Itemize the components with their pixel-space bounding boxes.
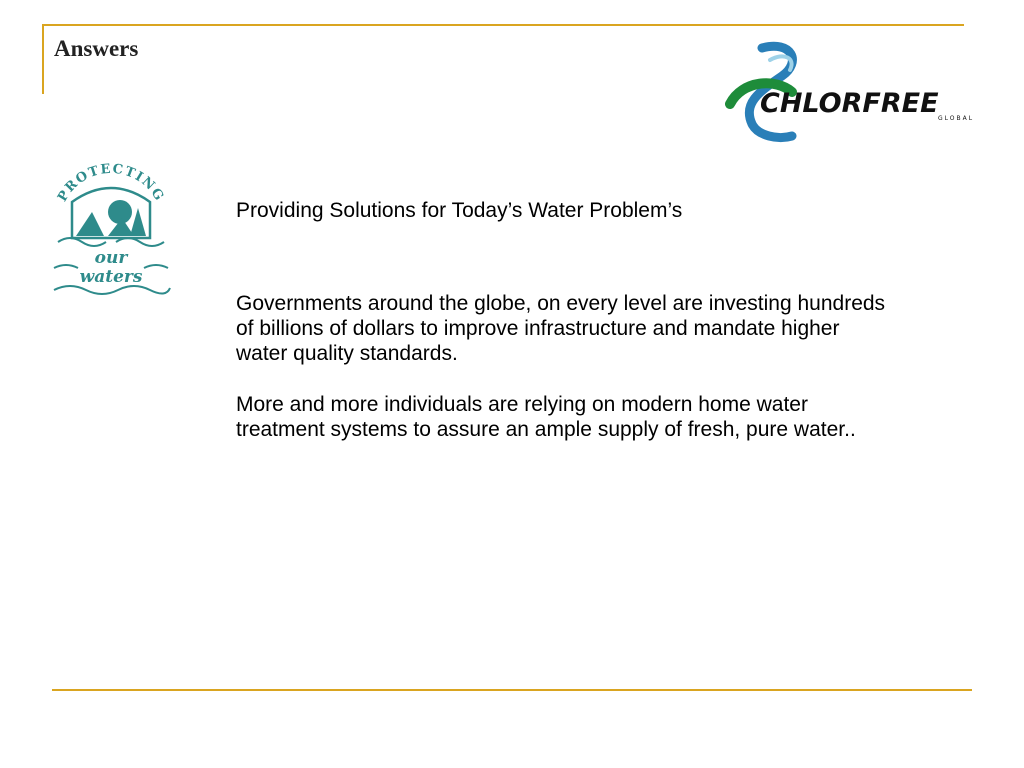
brand-wordmark: CHLORFREE [760, 88, 939, 119]
bottom-rule [52, 689, 972, 691]
paragraph-governments: Governments around the globe, on every level are investing hundreds of billions of dollars to improve infrastructure and mandate higher water quality standards. [236, 292, 886, 365]
badge-line-1: our [94, 248, 128, 268]
svg-text:PROTECTING [55, 162, 167, 204]
slide-body [236, 198, 896, 442]
slide-title: Answers [54, 36, 139, 61]
chlorfree-logo [722, 40, 990, 144]
left-rule [42, 24, 44, 94]
brand-tagline: GLOBAL [938, 115, 975, 122]
top-rule [42, 24, 964, 26]
badge-arc-text: PROTECTING [55, 162, 167, 205]
protecting-our-waters-logo [50, 162, 172, 298]
badge-line-2: waters [79, 267, 143, 287]
subtitle: Providing Solutions for Today’s Water Problem’s [236, 199, 683, 222]
paragraph-individuals: More and more individuals are relying on modern home water treatment systems to assure an ample supply of fresh, pure water.. [236, 393, 856, 441]
